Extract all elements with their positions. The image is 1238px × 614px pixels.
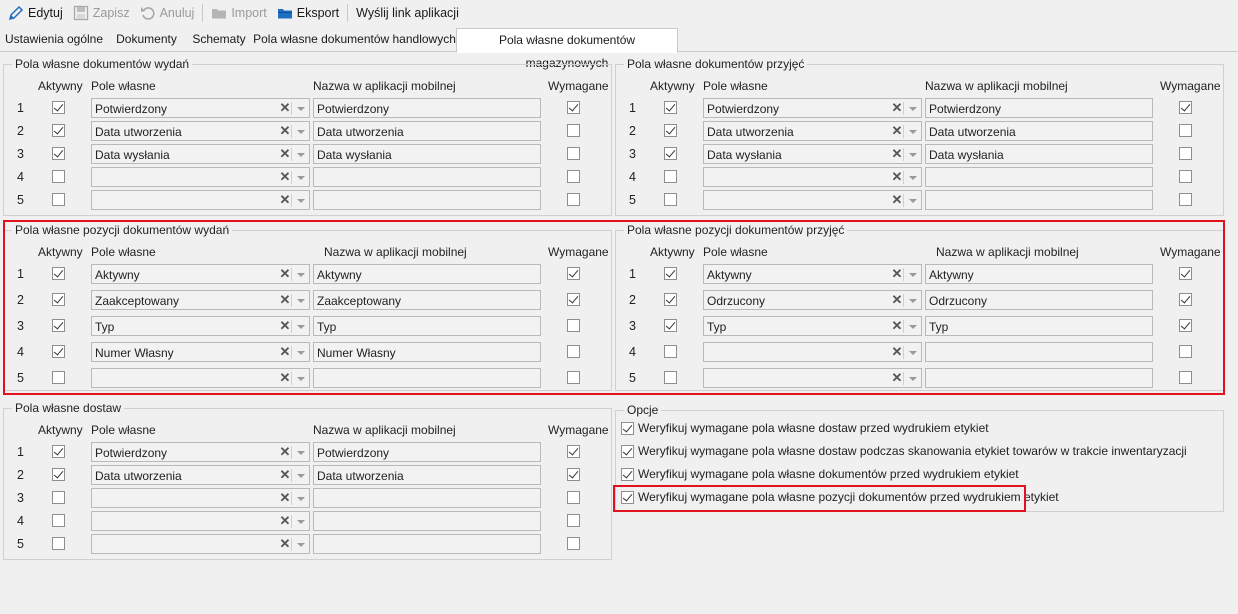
- option-label: Weryfikuj wymagane pola własne dostaw przed wydrukiem etykiet: [638, 421, 989, 435]
- chevron-down-icon[interactable]: [297, 325, 305, 329]
- required-checkbox[interactable]: [567, 468, 580, 481]
- required-checkbox[interactable]: [1179, 124, 1192, 137]
- combo-value: Numer Własny: [95, 346, 174, 360]
- clear-icon[interactable]: ✕: [279, 192, 291, 207]
- combo-separator: [291, 492, 292, 505]
- chevron-down-icon[interactable]: [297, 273, 305, 277]
- chevron-down-icon[interactable]: [297, 199, 305, 203]
- row-number: 4: [17, 170, 24, 184]
- clear-icon[interactable]: ✕: [891, 100, 903, 115]
- active-checkbox[interactable]: [52, 491, 65, 504]
- custom-field-combo[interactable]: [91, 121, 310, 141]
- header-field: Pole własne: [91, 245, 156, 259]
- header-mobile-name: Nazwa w aplikacji mobilnej: [324, 245, 467, 259]
- clear-icon[interactable]: ✕: [279, 344, 291, 359]
- chevron-down-icon[interactable]: [297, 377, 305, 381]
- clear-icon[interactable]: ✕: [279, 467, 291, 482]
- required-checkbox[interactable]: [1179, 193, 1192, 206]
- mobile-name-input[interactable]: [313, 290, 541, 310]
- chevron-down-icon[interactable]: [297, 351, 305, 355]
- custom-field-combo[interactable]: [91, 442, 310, 462]
- combo-separator: [903, 125, 904, 138]
- combo-separator: [291, 125, 292, 138]
- required-checkbox[interactable]: [567, 319, 580, 332]
- row-number: 2: [629, 293, 636, 307]
- clear-icon[interactable]: ✕: [891, 146, 903, 161]
- combo-value: Potwierdzony: [95, 102, 168, 116]
- combo-value: Data utworzenia: [707, 125, 794, 139]
- required-checkbox[interactable]: [1179, 293, 1192, 306]
- combo-value: Zaakceptowany: [95, 294, 180, 308]
- combo-separator: [291, 194, 292, 207]
- clear-icon[interactable]: ✕: [279, 513, 291, 528]
- active-checkbox[interactable]: [664, 319, 677, 332]
- combo-value: Data utworzenia: [95, 469, 182, 483]
- chevron-down-icon[interactable]: [909, 176, 917, 180]
- row-number: 3: [17, 491, 24, 505]
- custom-field-combo[interactable]: [703, 121, 922, 141]
- combo-value: Data utworzenia: [95, 125, 182, 139]
- mobile-name-value: Potwierdzony: [317, 102, 390, 116]
- row-number: 5: [629, 371, 636, 385]
- chevron-down-icon[interactable]: [297, 474, 305, 478]
- required-checkbox[interactable]: [1179, 345, 1192, 358]
- option-checkbox[interactable]: [621, 468, 634, 481]
- active-checkbox[interactable]: [664, 170, 677, 183]
- row-number: 2: [17, 293, 24, 307]
- row-number: 4: [629, 170, 636, 184]
- combo-separator: [903, 268, 904, 281]
- clear-icon[interactable]: ✕: [279, 146, 291, 161]
- active-checkbox[interactable]: [52, 345, 65, 358]
- mobile-name-input[interactable]: [925, 316, 1153, 336]
- mobile-name-input[interactable]: [925, 342, 1153, 362]
- active-checkbox[interactable]: [52, 124, 65, 137]
- row-number: 1: [17, 101, 24, 115]
- active-checkbox[interactable]: [664, 371, 677, 384]
- custom-field-combo[interactable]: [703, 290, 922, 310]
- row-number: 4: [17, 514, 24, 528]
- import-button[interactable]: [209, 2, 268, 24]
- row-number: 5: [629, 193, 636, 207]
- undo-icon: [140, 5, 156, 21]
- mobile-name-input[interactable]: [925, 98, 1153, 118]
- option-checkbox[interactable]: [621, 445, 634, 458]
- required-checkbox[interactable]: [567, 491, 580, 504]
- mobile-name-value: Data utworzenia: [317, 125, 404, 139]
- custom-field-combo[interactable]: [91, 465, 310, 485]
- mobile-name-input[interactable]: [313, 488, 541, 508]
- row-number: 3: [629, 147, 636, 161]
- header-required: Wymagane: [548, 79, 609, 93]
- row-number: 2: [17, 468, 24, 482]
- chevron-down-icon[interactable]: [909, 325, 917, 329]
- combo-separator: [903, 102, 904, 115]
- option-label: Weryfikuj wymagane pola własne dostaw podczas skanowania etykiet towarów w trakcie inwentaryzacji: [638, 444, 1187, 458]
- custom-field-combo[interactable]: [703, 144, 922, 164]
- clear-icon[interactable]: ✕: [279, 444, 291, 459]
- required-checkbox[interactable]: [1179, 371, 1192, 384]
- combo-separator: [291, 538, 292, 551]
- chevron-down-icon[interactable]: [909, 130, 917, 134]
- tab-trade-custom-fields[interactable]: Pola własne dokumentów handlowych: [253, 32, 456, 46]
- combo-separator: [903, 346, 904, 359]
- mobile-name-input[interactable]: [313, 511, 541, 531]
- pencil-icon: [8, 5, 24, 21]
- mobile-name-input[interactable]: [313, 342, 541, 362]
- combo-separator: [903, 294, 904, 307]
- clear-icon[interactable]: ✕: [891, 266, 903, 281]
- required-checkbox[interactable]: [567, 537, 580, 550]
- mobile-name-value: Numer Własny: [317, 346, 396, 360]
- active-checkbox[interactable]: [664, 345, 677, 358]
- custom-field-combo[interactable]: [91, 290, 310, 310]
- toolbar-separator: [202, 4, 203, 22]
- required-checkbox[interactable]: [567, 293, 580, 306]
- custom-field-combo[interactable]: [91, 488, 310, 508]
- mobile-name-value: Odrzucony: [929, 294, 988, 308]
- clear-icon[interactable]: ✕: [891, 318, 903, 333]
- custom-field-combo[interactable]: [91, 511, 310, 531]
- chevron-down-icon[interactable]: [297, 451, 305, 455]
- mobile-name-input[interactable]: [925, 290, 1153, 310]
- mobile-name-value: Potwierdzony: [317, 446, 390, 460]
- chevron-down-icon[interactable]: [909, 377, 917, 381]
- header-mobile-name: Nazwa w aplikacji mobilnej: [313, 423, 456, 437]
- folder-icon: [211, 5, 227, 21]
- combo-value: Aktywny: [95, 268, 140, 282]
- option-label: Weryfikuj wymagane pola własne pozycji dokumentów przed wydrukiem etykiet: [638, 490, 1059, 504]
- mobile-name-value: Typ: [929, 320, 949, 334]
- row-number: 3: [17, 147, 24, 161]
- row-number: 1: [17, 267, 24, 281]
- required-checkbox[interactable]: [567, 267, 580, 280]
- header-active: Aktywny: [650, 245, 695, 259]
- mobile-name-input[interactable]: [925, 144, 1153, 164]
- mobile-name-input[interactable]: [925, 167, 1153, 187]
- header-field: Pole własne: [91, 423, 156, 437]
- mobile-name-input[interactable]: [313, 368, 541, 388]
- chevron-down-icon[interactable]: [909, 273, 917, 277]
- combo-value: Aktywny: [707, 268, 752, 282]
- chevron-down-icon[interactable]: [909, 299, 917, 303]
- custom-field-combo[interactable]: [703, 190, 922, 210]
- chevron-down-icon[interactable]: [297, 520, 305, 524]
- cancel-label: Anuluj: [159, 6, 195, 20]
- required-checkbox[interactable]: [1179, 147, 1192, 160]
- custom-field-combo[interactable]: [703, 264, 922, 284]
- mobile-name-input[interactable]: [313, 465, 541, 485]
- header-mobile-name: Nazwa w aplikacji mobilnej: [313, 79, 456, 93]
- clear-icon[interactable]: ✕: [279, 169, 291, 184]
- header-required: Wymagane: [1160, 79, 1221, 93]
- active-checkbox[interactable]: [52, 371, 65, 384]
- clear-icon[interactable]: ✕: [279, 266, 291, 281]
- active-checkbox[interactable]: [52, 147, 65, 160]
- chevron-down-icon[interactable]: [297, 299, 305, 303]
- group-title: Pola własne dokumentów wydań: [12, 57, 192, 71]
- option-verify-documents-print[interactable]: [621, 467, 1019, 481]
- combo-separator: [903, 148, 904, 161]
- clear-icon[interactable]: ✕: [891, 292, 903, 307]
- combo-separator: [291, 294, 292, 307]
- mobile-name-value: Data wysłania: [929, 148, 1004, 162]
- combo-separator: [903, 320, 904, 333]
- mobile-name-value: Data utworzenia: [929, 125, 1016, 139]
- combo-separator: [291, 346, 292, 359]
- chevron-down-icon[interactable]: [909, 199, 917, 203]
- combo-separator: [291, 515, 292, 528]
- combo-value: Data wysłania: [95, 148, 170, 162]
- clear-icon[interactable]: ✕: [891, 192, 903, 207]
- active-checkbox[interactable]: [52, 319, 65, 332]
- active-checkbox[interactable]: [52, 468, 65, 481]
- mobile-name-value: Data utworzenia: [317, 469, 404, 483]
- export-label: Eksport: [296, 6, 340, 20]
- custom-field-combo[interactable]: [703, 98, 922, 118]
- combo-separator: [903, 194, 904, 207]
- custom-field-combo[interactable]: [91, 167, 310, 187]
- mobile-name-input[interactable]: [313, 316, 541, 336]
- combo-separator: [291, 320, 292, 333]
- cancel-button[interactable]: [138, 2, 197, 24]
- mobile-name-input[interactable]: [925, 264, 1153, 284]
- mobile-name-value: Zaakceptowany: [317, 294, 402, 308]
- edit-label: Edytuj: [28, 6, 63, 20]
- active-checkbox[interactable]: [664, 267, 677, 280]
- required-checkbox[interactable]: [567, 371, 580, 384]
- clear-icon[interactable]: ✕: [279, 123, 291, 138]
- group-title: Pola własne pozycji dokumentów wydań: [12, 223, 232, 237]
- clear-icon[interactable]: ✕: [891, 370, 903, 385]
- clear-icon[interactable]: ✕: [279, 292, 291, 307]
- row-number: 4: [17, 345, 24, 359]
- chevron-down-icon[interactable]: [909, 107, 917, 111]
- toolbar: [0, 0, 1238, 26]
- active-checkbox[interactable]: [52, 101, 65, 114]
- combo-separator: [291, 171, 292, 184]
- option-verify-deliveries-print[interactable]: [621, 421, 989, 435]
- mobile-name-input[interactable]: [313, 442, 541, 462]
- active-checkbox[interactable]: [52, 445, 65, 458]
- option-label: Weryfikuj wymagane pola własne dokumentów przed wydrukiem etykiet: [638, 467, 1019, 481]
- group-title: Pola własne dostaw: [12, 401, 124, 415]
- toolbar-separator: [347, 4, 348, 22]
- row-number: 4: [629, 345, 636, 359]
- mobile-name-value: Aktywny: [317, 268, 362, 282]
- mobile-name-input[interactable]: [925, 190, 1153, 210]
- clear-icon[interactable]: ✕: [279, 318, 291, 333]
- combo-separator: [291, 469, 292, 482]
- custom-field-combo[interactable]: [91, 98, 310, 118]
- mobile-name-value: Data wysłania: [317, 148, 392, 162]
- active-checkbox[interactable]: [664, 147, 677, 160]
- custom-field-combo[interactable]: [91, 342, 310, 362]
- custom-field-combo[interactable]: [703, 167, 922, 187]
- tab-warehouse-custom-fields[interactable]: Pola własne dokumentów magazynowych: [456, 28, 678, 53]
- header-field: Pole własne: [703, 79, 768, 93]
- required-checkbox[interactable]: [567, 124, 580, 137]
- send-link-button[interactable]: [354, 2, 461, 24]
- header-field: Pole własne: [91, 79, 156, 93]
- header-mobile-name: Nazwa w aplikacji mobilnej: [936, 245, 1079, 259]
- header-required: Wymagane: [1160, 245, 1221, 259]
- active-checkbox[interactable]: [664, 101, 677, 114]
- custom-field-combo[interactable]: [91, 534, 310, 554]
- option-checkbox[interactable]: [621, 422, 634, 435]
- export-button[interactable]: [275, 2, 341, 24]
- required-checkbox[interactable]: [1179, 170, 1192, 183]
- chevron-down-icon[interactable]: [297, 176, 305, 180]
- custom-field-combo[interactable]: [91, 264, 310, 284]
- chevron-down-icon[interactable]: [909, 153, 917, 157]
- required-checkbox[interactable]: [1179, 267, 1192, 280]
- required-checkbox[interactable]: [567, 193, 580, 206]
- active-checkbox[interactable]: [52, 170, 65, 183]
- active-checkbox[interactable]: [664, 293, 677, 306]
- row-number: 1: [17, 445, 24, 459]
- combo-value: Data wysłania: [707, 148, 782, 162]
- header-active: Aktywny: [38, 245, 83, 259]
- mobile-name-value: Typ: [317, 320, 337, 334]
- combo-value: Potwierdzony: [95, 446, 168, 460]
- chevron-down-icon[interactable]: [297, 130, 305, 134]
- combo-value: Typ: [707, 320, 727, 334]
- tab-schemes[interactable]: Schematy: [192, 32, 246, 46]
- custom-field-combo[interactable]: [91, 368, 310, 388]
- mobile-name-input[interactable]: [313, 534, 541, 554]
- combo-separator: [291, 268, 292, 281]
- combo-separator: [903, 372, 904, 385]
- custom-field-combo[interactable]: [91, 190, 310, 210]
- header-field: Pole własne: [703, 245, 768, 259]
- chevron-down-icon[interactable]: [297, 153, 305, 157]
- active-checkbox[interactable]: [52, 537, 65, 550]
- custom-field-combo[interactable]: [91, 316, 310, 336]
- combo-separator: [291, 102, 292, 115]
- row-number: 3: [629, 319, 636, 333]
- header-active: Aktywny: [650, 79, 695, 93]
- required-checkbox[interactable]: [567, 101, 580, 114]
- custom-field-combo[interactable]: [703, 316, 922, 336]
- required-checkbox[interactable]: [567, 170, 580, 183]
- required-checkbox[interactable]: [1179, 101, 1192, 114]
- clear-icon[interactable]: ✕: [891, 123, 903, 138]
- chevron-down-icon[interactable]: [297, 543, 305, 547]
- required-checkbox[interactable]: [567, 445, 580, 458]
- header-required: Wymagane: [548, 423, 609, 437]
- active-checkbox[interactable]: [52, 293, 65, 306]
- row-number: 1: [629, 267, 636, 281]
- option-verify-positions-print[interactable]: [621, 490, 1059, 504]
- header-mobile-name: Nazwa w aplikacji mobilnej: [925, 79, 1068, 93]
- required-checkbox[interactable]: [567, 345, 580, 358]
- clear-icon[interactable]: ✕: [891, 169, 903, 184]
- custom-field-combo[interactable]: [703, 368, 922, 388]
- edit-button[interactable]: [6, 2, 65, 24]
- active-checkbox[interactable]: [52, 514, 65, 527]
- combo-value: Typ: [95, 320, 115, 334]
- clear-icon[interactable]: ✕: [279, 536, 291, 551]
- custom-field-combo[interactable]: [703, 342, 922, 362]
- save-button[interactable]: [71, 2, 132, 24]
- active-checkbox[interactable]: [52, 193, 65, 206]
- header-active: Aktywny: [38, 79, 83, 93]
- row-number: 2: [629, 124, 636, 138]
- mobile-name-input[interactable]: [313, 98, 541, 118]
- option-verify-deliveries-scan[interactable]: [621, 444, 1187, 458]
- combo-value: Odrzucony: [707, 294, 766, 308]
- group-title: Pola własne pozycji dokumentów przyjęć: [624, 223, 847, 237]
- clear-icon[interactable]: ✕: [279, 490, 291, 505]
- required-checkbox[interactable]: [1179, 319, 1192, 332]
- clear-icon[interactable]: ✕: [279, 100, 291, 115]
- active-checkbox[interactable]: [664, 193, 677, 206]
- combo-value: Potwierdzony: [707, 102, 780, 116]
- tab-documents[interactable]: Dokumenty: [116, 32, 177, 46]
- folder-icon: [277, 5, 293, 21]
- chevron-down-icon[interactable]: [297, 107, 305, 111]
- mobile-name-input[interactable]: [925, 368, 1153, 388]
- combo-separator: [291, 372, 292, 385]
- save-label: Zapisz: [92, 6, 130, 20]
- mobile-name-input[interactable]: [313, 121, 541, 141]
- chevron-down-icon[interactable]: [909, 351, 917, 355]
- row-number: 5: [17, 193, 24, 207]
- row-number: 3: [17, 319, 24, 333]
- header-required: Wymagane: [548, 245, 609, 259]
- mobile-name-input[interactable]: [313, 264, 541, 284]
- active-checkbox[interactable]: [664, 124, 677, 137]
- mobile-name-value: Aktywny: [929, 268, 974, 282]
- mobile-name-input[interactable]: [313, 167, 541, 187]
- row-number: 5: [17, 537, 24, 551]
- tab-general-settings[interactable]: Ustawienia ogólne: [4, 32, 104, 46]
- mobile-name-input[interactable]: [313, 190, 541, 210]
- clear-icon[interactable]: ✕: [279, 370, 291, 385]
- mobile-name-input[interactable]: [313, 144, 541, 164]
- option-checkbox[interactable]: [621, 491, 634, 504]
- combo-separator: [291, 148, 292, 161]
- clear-icon[interactable]: ✕: [891, 344, 903, 359]
- options-title: Opcje: [624, 403, 661, 417]
- required-checkbox[interactable]: [567, 514, 580, 527]
- import-label: Import: [231, 6, 267, 20]
- active-checkbox[interactable]: [52, 267, 65, 280]
- mobile-name-input[interactable]: [925, 121, 1153, 141]
- save-icon: [73, 5, 89, 21]
- row-number: 1: [629, 101, 636, 115]
- required-checkbox[interactable]: [567, 147, 580, 160]
- combo-separator: [291, 446, 292, 459]
- custom-field-combo[interactable]: [91, 144, 310, 164]
- row-number: 2: [17, 124, 24, 138]
- group-title: Pola własne dokumentów przyjęć: [624, 57, 807, 71]
- combo-separator: [903, 171, 904, 184]
- row-number: 5: [17, 371, 24, 385]
- mobile-name-value: Potwierdzony: [929, 102, 1002, 116]
- header-active: Aktywny: [38, 423, 83, 437]
- chevron-down-icon[interactable]: [297, 497, 305, 501]
- send-link-label: Wyślij link aplikacji: [356, 6, 459, 20]
